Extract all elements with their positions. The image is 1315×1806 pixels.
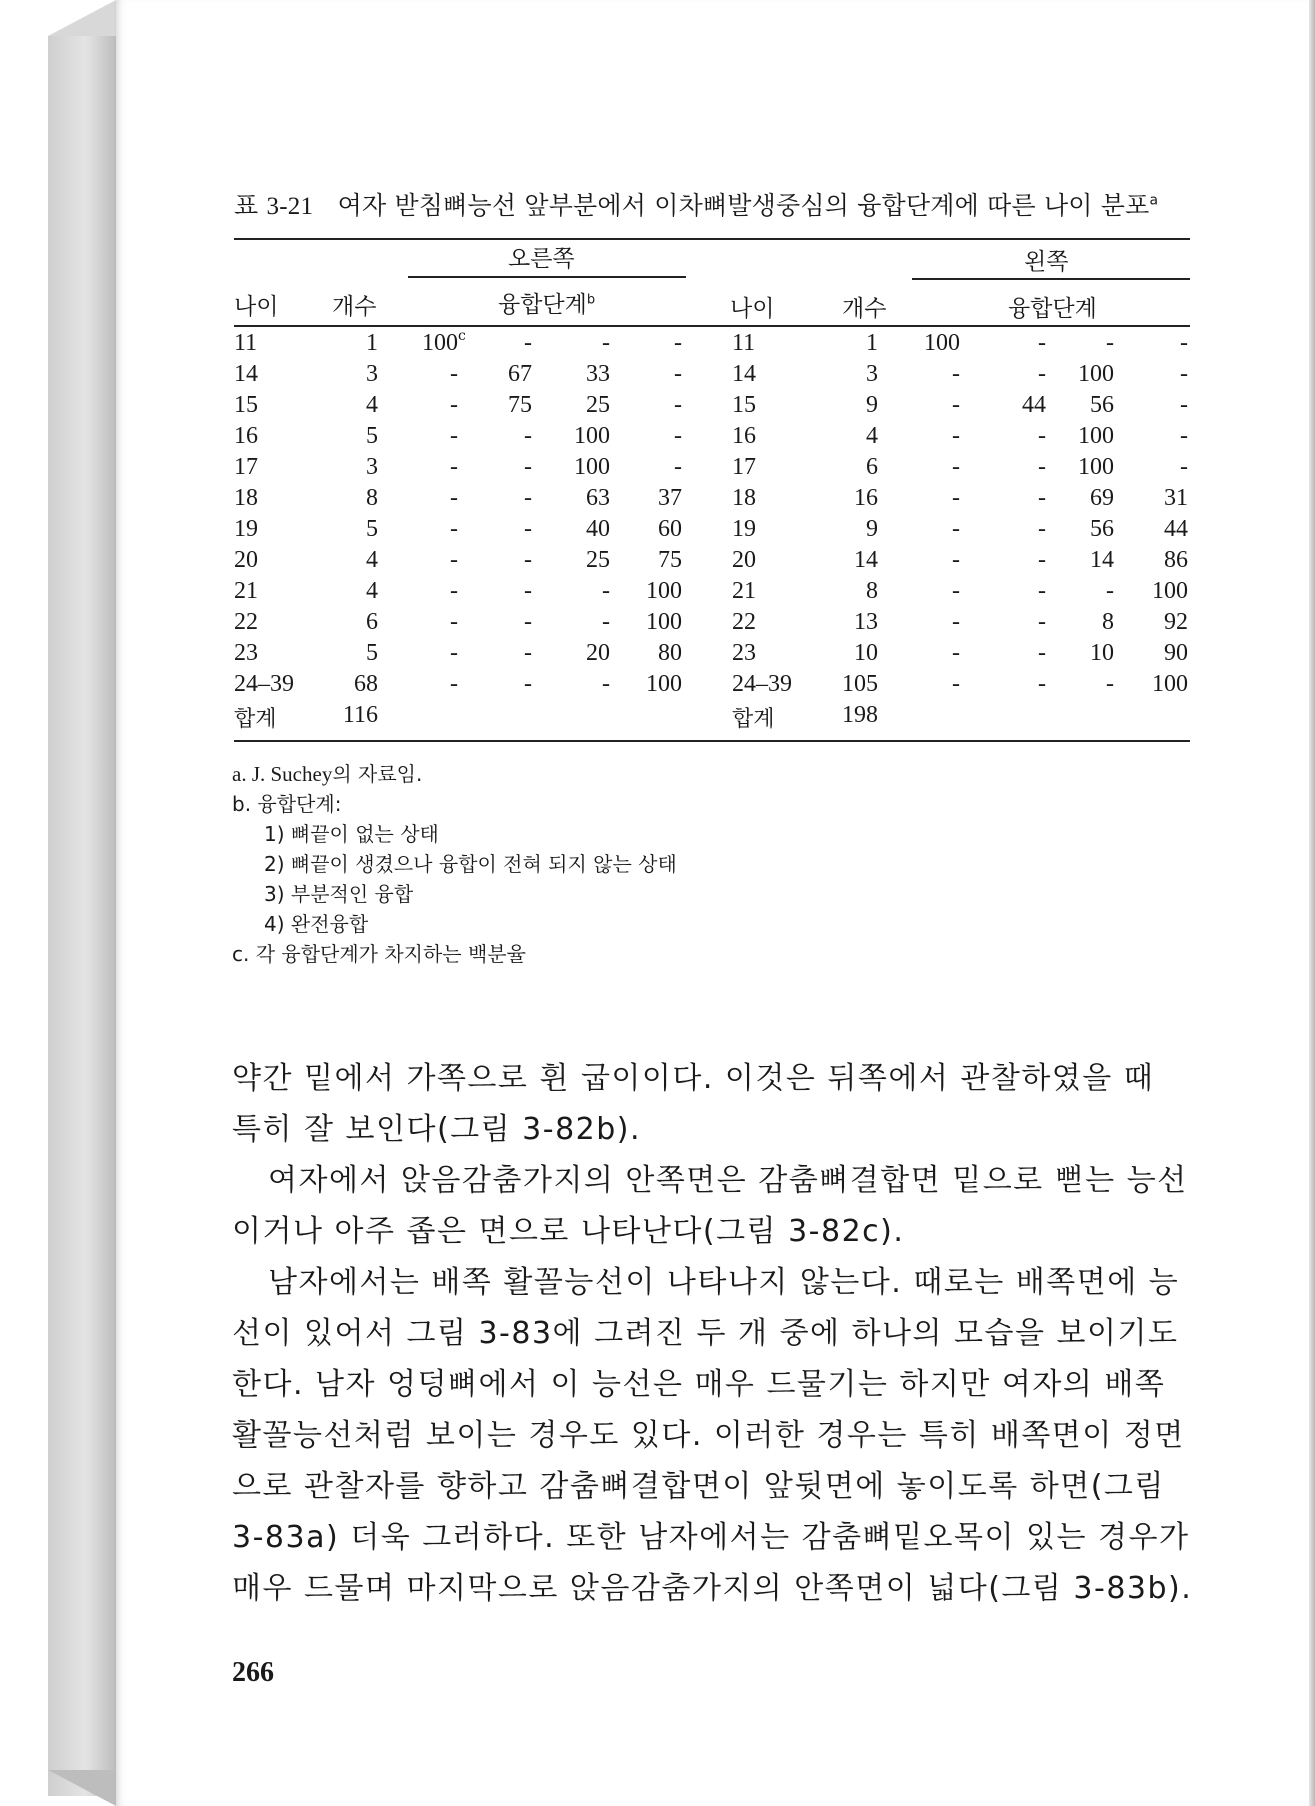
left-cell-s4: -: [1180, 392, 1188, 418]
left-cell-s4: 31: [1164, 485, 1188, 511]
left-age-header: 나이: [730, 296, 775, 322]
left-cell-n: 105: [842, 671, 878, 697]
left-cell-n: 1: [866, 330, 878, 356]
right-cell-s1: -: [450, 423, 458, 449]
left-cell-s1: -: [952, 547, 960, 573]
left-cell-age: 22: [732, 609, 756, 635]
left-cell-s1: -: [952, 609, 960, 635]
right-cell-s2: -: [524, 609, 532, 635]
footnote-c: c. 각 융합단계가 차지하는 백분율: [232, 942, 526, 966]
right-cell-n: 8: [366, 485, 378, 511]
left-cell-s3: 10: [1090, 640, 1114, 666]
right-cell-n: 4: [366, 392, 378, 418]
left-cell-n: 198: [842, 702, 878, 728]
right-cell-s3: -: [602, 330, 610, 356]
left-cell-n: 13: [854, 609, 878, 635]
left-cell-age: 17: [732, 454, 756, 480]
left-cell-age: 11: [732, 330, 756, 356]
left-cell-s1: -: [952, 423, 960, 449]
body-line-11: 매우 드물며 마지막으로 앉음감춤가지의 안쪽면이 넓다(그림 3-83b).: [232, 1571, 1193, 1606]
footnote-b1: 1) 뼈끝이 없는 상태: [264, 822, 439, 846]
right-cell-age: 16: [234, 423, 258, 449]
right-stage-sup: b: [586, 292, 596, 308]
right-cell-s4: -: [674, 361, 682, 387]
right-cell-age: 22: [234, 609, 258, 635]
left-cell-s3: -: [1106, 671, 1114, 697]
right-cell-s1: -: [450, 640, 458, 666]
footnote-a-source: a. J. Suchey: [232, 762, 333, 786]
book-spine-bottom: [48, 1770, 116, 1806]
page-number: 266: [232, 1657, 274, 1688]
right-cell-s4: -: [674, 454, 682, 480]
left-cell-s3: -: [1106, 330, 1114, 356]
right-cell-s3: -: [602, 578, 610, 604]
left-cell-s3: 100: [1078, 361, 1114, 387]
body-line-7: 한다. 남자 엉덩뼈에서 이 능선은 매우 드물기는 하지만 여자의 배쪽: [232, 1367, 1166, 1402]
left-cell-s4: 92: [1164, 609, 1188, 635]
left-cell-s4: 100: [1152, 671, 1188, 697]
left-stage-header: 융합단계: [1008, 296, 1097, 322]
right-cell-s1: -: [450, 361, 458, 387]
right-cell-n: 116: [342, 702, 378, 728]
right-cell-s2: -: [524, 578, 532, 604]
right-cell-s4: -: [674, 423, 682, 449]
footnote-b: b. 융합단계:: [232, 792, 342, 816]
caption-number: 3-21: [266, 193, 314, 220]
left-cell-s4: 100: [1152, 578, 1188, 604]
right-age-header: 나이: [234, 294, 279, 320]
left-cell-s3: 100: [1078, 454, 1114, 480]
right-cell-s2: -: [524, 330, 532, 356]
left-cell-s4: 44: [1164, 516, 1188, 542]
right-cell-n: 5: [366, 423, 378, 449]
left-group-rule: [912, 278, 1190, 280]
left-cell-s2: -: [1038, 547, 1046, 573]
left-cell-s2: -: [1038, 485, 1046, 511]
left-cell-s3: -: [1106, 578, 1114, 604]
right-cell-s1: -: [450, 516, 458, 542]
body-line-6: 선이 있어서 그림 3-83에 그려진 두 개 중에 하나의 모습을 보이기도: [232, 1316, 1179, 1351]
right-cell-n: 4: [366, 578, 378, 604]
body-line-2: 특히 잘 보인다(그림 3-82b).: [232, 1112, 642, 1147]
right-cell-age: 19: [234, 516, 258, 542]
table-top-rule: [234, 238, 1190, 240]
right-cell-age: 21: [234, 578, 258, 604]
right-cell-s4: -: [674, 392, 682, 418]
right-cell-age: 23: [234, 640, 258, 666]
right-cell-s3: 40: [586, 516, 610, 542]
left-cell-s1: -: [952, 671, 960, 697]
right-cell-s2: -: [524, 454, 532, 480]
footnote-b4: 4) 완전융합: [264, 912, 369, 936]
left-cell-s3: 100: [1078, 423, 1114, 449]
left-cell-n: 14: [854, 547, 878, 573]
left-group-header: 왼쪽: [1024, 249, 1069, 275]
right-cell-n: 3: [366, 361, 378, 387]
right-cell-s4: 100: [646, 609, 682, 635]
right-cell-s1: -: [450, 671, 458, 697]
right-stage-label: 융합단계: [498, 292, 587, 318]
right-group-header: 오른쪽: [508, 246, 575, 272]
right-cell-s1: 100: [422, 330, 458, 356]
left-cell-s3: 14: [1090, 547, 1114, 573]
right-cell-age: 11: [234, 330, 258, 356]
body-line-9: 으로 관찰자를 향하고 감춤뼈결합면이 앞뒷면에 놓이도록 하면(그림: [232, 1469, 1165, 1504]
left-cell-n: 16: [854, 485, 878, 511]
left-cell-s1: 100: [924, 330, 960, 356]
book-spine: [48, 36, 117, 1796]
left-cell-s4: -: [1180, 454, 1188, 480]
left-cell-n: 10: [854, 640, 878, 666]
left-cell-n: 6: [866, 454, 878, 480]
left-cell-n: 3: [866, 361, 878, 387]
right-cell-s4: 37: [658, 485, 682, 511]
right-cell-age: 합계: [234, 707, 277, 732]
body-line-4: 이거나 아주 좁은 면으로 나타난다(그림 3-82c).: [232, 1214, 905, 1249]
right-cell-s3: -: [602, 609, 610, 635]
left-cell-n: 9: [866, 392, 878, 418]
right-cell-age: 24–39: [234, 671, 294, 697]
left-cell-s2: -: [1038, 671, 1046, 697]
caption-label: 표: [234, 191, 259, 220]
right-cell-s2: -: [524, 485, 532, 511]
left-cell-s4: -: [1180, 361, 1188, 387]
book-spine-top: [48, 0, 116, 36]
right-cell-s2: -: [524, 423, 532, 449]
right-cell-n: 4: [366, 547, 378, 573]
left-count-header: 개수: [842, 296, 887, 322]
left-cell-s4: -: [1180, 423, 1188, 449]
right-cell-s3: -: [602, 671, 610, 697]
right-cell-s2: -: [524, 671, 532, 697]
left-cell-s4: 90: [1164, 640, 1188, 666]
left-cell-s1: -: [952, 640, 960, 666]
left-cell-s2: -: [1038, 578, 1046, 604]
left-cell-s4: 86: [1164, 547, 1188, 573]
right-cell-age: 14: [234, 361, 258, 387]
right-cell-s2: 75: [508, 392, 532, 418]
footnote-b2: 2) 뼈끝이 생겼으나 융합이 전혀 되지 않는 상태: [264, 852, 677, 876]
body-line-5: 남자에서는 배쪽 활꼴능선이 나타나지 않는다. 때로는 배쪽면에 능: [268, 1265, 1180, 1300]
right-cell-s3: 100: [574, 423, 610, 449]
right-cell-age: 20: [234, 547, 258, 573]
left-cell-age: 15: [732, 392, 756, 418]
right-cell-s3: 25: [586, 392, 610, 418]
right-cell-s4: 60: [658, 516, 682, 542]
right-cell-s3: 33: [586, 361, 610, 387]
left-cell-s2: -: [1038, 609, 1046, 635]
right-cell-age: 15: [234, 392, 258, 418]
page-edge: [1309, 0, 1315, 1806]
caption-sup: a: [1149, 192, 1159, 209]
right-cell-s3: 25: [586, 547, 610, 573]
left-cell-s1: -: [952, 485, 960, 511]
left-cell-s1: -: [952, 392, 960, 418]
left-cell-age: 합계: [732, 707, 775, 732]
left-cell-age: 18: [732, 485, 756, 511]
left-cell-s3: 69: [1090, 485, 1114, 511]
right-cell-s2: -: [524, 547, 532, 573]
footnote-a-text: 의 자료임.: [332, 762, 423, 786]
body-line-1: 약간 밑에서 가쪽으로 휜 굽이이다. 이것은 뒤쪽에서 관찰하였을 때: [232, 1061, 1155, 1096]
right-cell-s2: 67: [508, 361, 532, 387]
right-cell-n: 68: [354, 671, 378, 697]
left-cell-s1: -: [952, 361, 960, 387]
right-count-header: 개수: [332, 294, 377, 320]
right-cell-s1: -: [450, 578, 458, 604]
left-cell-n: 9: [866, 516, 878, 542]
header-bottom-rule: [234, 325, 1190, 327]
right-cell-age: 17: [234, 454, 258, 480]
right-cell-s3: 20: [586, 640, 610, 666]
right-cell-s1: -: [450, 547, 458, 573]
left-cell-age: 21: [732, 578, 756, 604]
left-cell-s1: -: [952, 454, 960, 480]
left-cell-n: 4: [866, 423, 878, 449]
footnote-a: [232, 758, 422, 787]
left-cell-s2: -: [1038, 640, 1046, 666]
right-cell-s1: -: [450, 392, 458, 418]
right-cell-s3: 63: [586, 485, 610, 511]
right-first-sup: c: [458, 328, 466, 344]
right-cell-s2: -: [524, 640, 532, 666]
right-cell-s1: -: [450, 609, 458, 635]
left-cell-s2: -: [1038, 516, 1046, 542]
footnote-b3: 3) 부분적인 융합: [264, 882, 414, 906]
left-cell-s3: 8: [1102, 609, 1114, 635]
left-cell-age: 20: [732, 547, 756, 573]
left-cell-s2: 44: [1022, 392, 1046, 418]
right-cell-age: 18: [234, 485, 258, 511]
left-cell-age: 14: [732, 361, 756, 387]
right-cell-n: 6: [366, 609, 378, 635]
caption-text: 여자 받침뼈능선 앞부분에서 이차뼈발생중심의 융합단계에 따른 나이 분포: [337, 191, 1150, 220]
left-cell-n: 8: [866, 578, 878, 604]
right-cell-s1: -: [450, 485, 458, 511]
left-cell-s1: -: [952, 578, 960, 604]
right-cell-s4: 100: [646, 671, 682, 697]
left-cell-s3: 56: [1090, 516, 1114, 542]
left-cell-age: 23: [732, 640, 756, 666]
left-cell-s1: -: [952, 516, 960, 542]
table-caption: [234, 186, 1158, 222]
right-cell-n: 5: [366, 516, 378, 542]
right-stage-header: [498, 286, 595, 319]
body-line-10: 3-83a) 더욱 그러하다. 또한 남자에서는 감춤뼈밑오목이 있는 경우가: [232, 1520, 1190, 1555]
right-cell-n: 3: [366, 454, 378, 480]
right-group-rule: [408, 276, 686, 278]
left-cell-age: 16: [732, 423, 756, 449]
table-bottom-rule: [234, 740, 1190, 742]
left-cell-s4: -: [1180, 330, 1188, 356]
left-cell-s3: 56: [1090, 392, 1114, 418]
right-cell-s4: 80: [658, 640, 682, 666]
left-cell-s2: -: [1038, 454, 1046, 480]
left-cell-s2: -: [1038, 330, 1046, 356]
right-cell-s4: -: [674, 330, 682, 356]
right-cell-n: 5: [366, 640, 378, 666]
body-line-3: 여자에서 앉음감춤가지의 안쪽면은 감춤뼈결합면 밑으로 뻗는 능선: [268, 1163, 1188, 1198]
left-cell-s2: -: [1038, 423, 1046, 449]
right-cell-s2: -: [524, 516, 532, 542]
right-cell-s3: 100: [574, 454, 610, 480]
right-cell-s4: 100: [646, 578, 682, 604]
right-cell-s1: -: [450, 454, 458, 480]
left-cell-age: 24–39: [732, 671, 792, 697]
right-cell-s4: 75: [658, 547, 682, 573]
left-cell-age: 19: [732, 516, 756, 542]
left-cell-s2: -: [1038, 361, 1046, 387]
right-cell-n: 1: [366, 330, 378, 356]
body-line-8: 활꼴능선처럼 보이는 경우도 있다. 이러한 경우는 특히 배쪽면이 정면: [232, 1418, 1185, 1453]
